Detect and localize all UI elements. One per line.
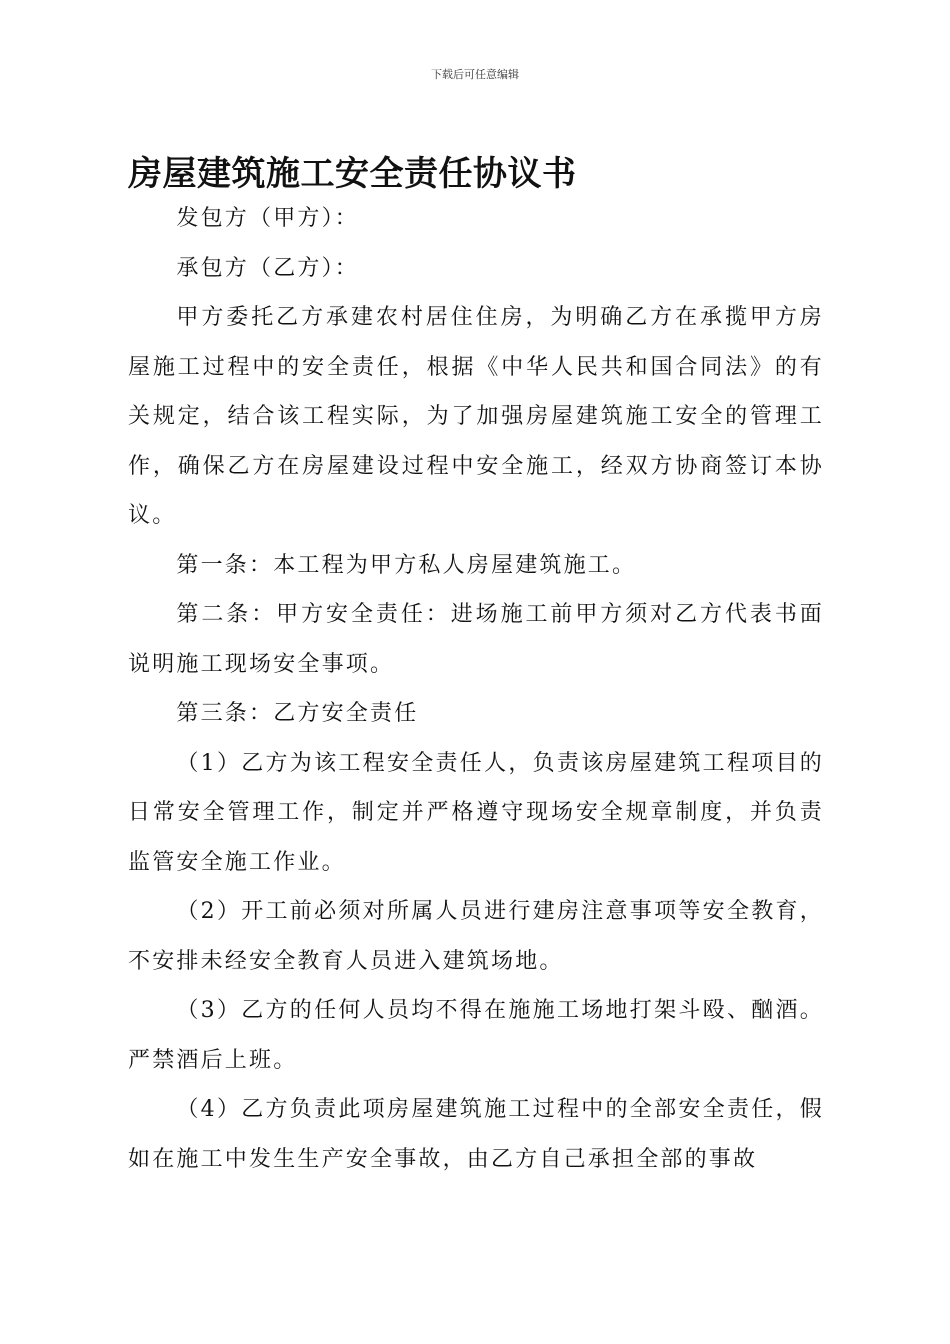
paragraph-party-b: 承包方（乙方）：: [176, 255, 359, 281]
paragraph-clause-2: （2）开工前必须对所属人员进行建房注意事项等安全教育，不安排未经安全教育人员进入建筑场地。: [128, 899, 824, 974]
document-body: [128, 194, 824, 1184]
paragraph-article-1: 第一条：本工程为甲方私人房屋建筑施工。: [176, 552, 637, 578]
page-header-note: 下载后可任意编辑: [431, 68, 519, 81]
paragraph-clause-1: （1）乙方为该工程安全责任人，负责该房屋建筑工程项目的日常安全管理工作，制定并严格遵守现场安全规章制度，并负责监管安全施工作业。: [128, 750, 824, 875]
paragraph-article-2: 第二条：甲方安全责任：进场施工前甲方须对乙方代表书面说明施工现场安全事项。: [128, 602, 824, 677]
paragraph-clause-3: （3）乙方的任何人员均不得在施施工场地打架斗殴、酗酒。严禁酒后上班。: [128, 998, 824, 1073]
document-title: 房屋建筑施工安全责任协议书: [128, 154, 577, 194]
paragraph-clause-4: （4）乙方负责此项房屋建筑施工过程中的全部安全责任，假如在施工中发生生产安全事故，由乙方自己承担全部的事故: [128, 1097, 824, 1172]
paragraph-article-3: 第三条：乙方安全责任: [176, 701, 419, 726]
paragraph-preamble: 甲方委托乙方承建农村居住住房，为明确乙方在承揽甲方房屋施工过程中的安全责任，根据《中华人民共和国合同法》的有关规定，结合该工程实际，为了加强房屋建筑施工安全的管理工作，确保乙方在房屋建设过程中安全施工，经双方协商签订本协议。: [128, 305, 824, 528]
paragraph-party-a: 发包方（甲方）：: [176, 206, 359, 231]
